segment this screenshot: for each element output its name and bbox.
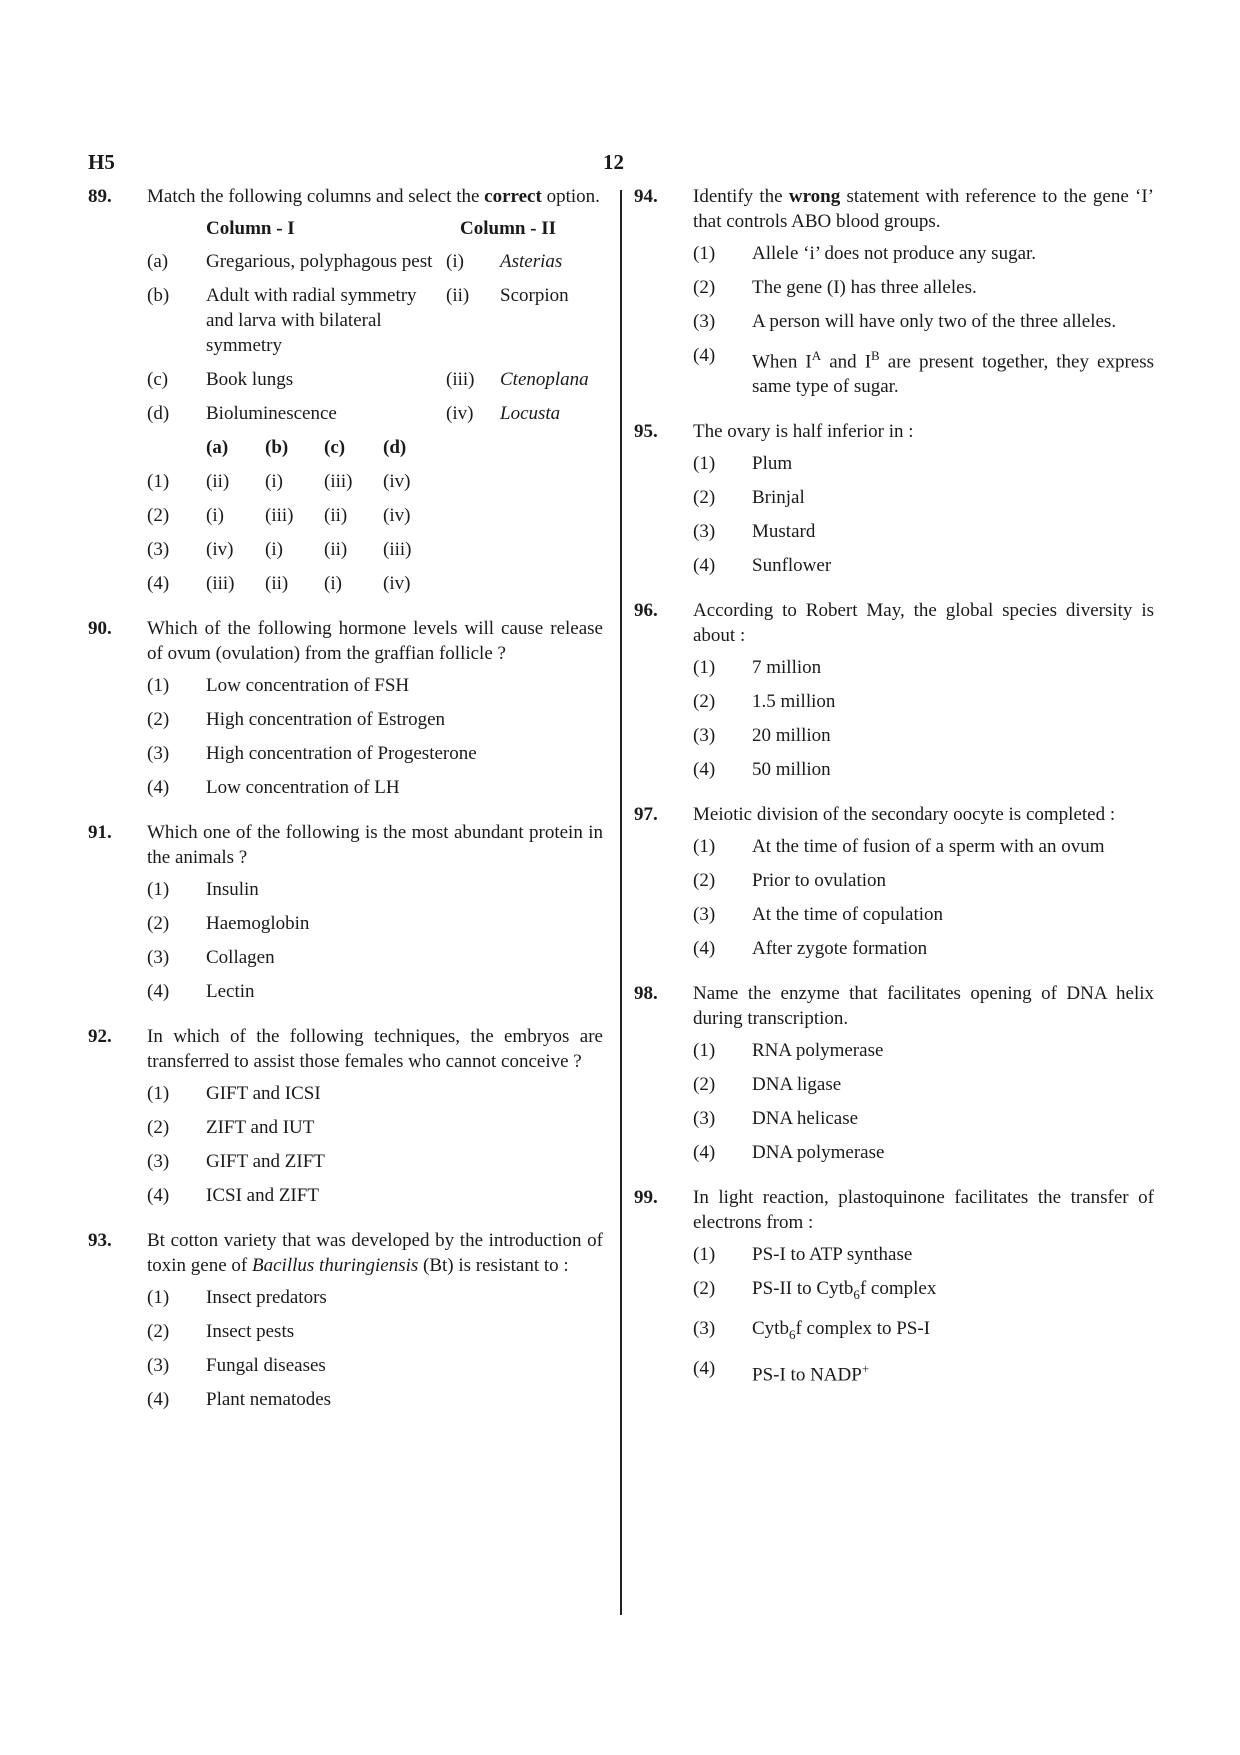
question-stem: Which one of the following is the most abundant protein in the animals ?	[147, 822, 603, 868]
option-1[interactable]: (1) Insect predators	[147, 1287, 327, 1308]
option-4[interactable]: (4) (iii) (ii) (i) (iv)	[147, 573, 411, 594]
question-stem: Identify the wrong statement with reference to the gene ‘I’ that controls ABO blood groups.	[693, 186, 1154, 232]
question-96	[634, 598, 1154, 782]
question-number: 90.	[88, 618, 112, 639]
question-stem: Meiotic division of the secondary oocyte is completed :	[693, 804, 1116, 826]
question-92	[88, 1024, 603, 1208]
option-1[interactable]: (1) (ii) (i) (iii) (iv)	[147, 471, 411, 492]
match-table	[147, 249, 603, 426]
column-2-heading: Column - II	[460, 218, 557, 239]
question-number: 92.	[88, 1026, 112, 1047]
question-90	[88, 616, 603, 800]
option-4[interactable]: (4) Plant nematodes	[147, 1389, 332, 1410]
option-3[interactable]: (3) Fungal diseases	[147, 1355, 326, 1376]
option-1[interactable]: (1) RNA polymerase	[693, 1040, 884, 1062]
option-3[interactable]: (3) Collagen	[147, 947, 275, 968]
option-1[interactable]: (1) PS-I to ATP synthase	[693, 1244, 913, 1266]
option-4[interactable]: (4) 50 million	[693, 759, 831, 781]
option-1[interactable]: (1) Allele ‘i’ does not produce any sugar.	[693, 243, 1037, 264]
option-4[interactable]: (4) DNA polymerase	[693, 1142, 885, 1164]
question-95	[634, 419, 1154, 578]
option-2[interactable]: (2) DNA ligase	[693, 1074, 842, 1096]
option-2[interactable]: (2) Insect pests	[147, 1321, 295, 1342]
option-2[interactable]: (2) High concentration of Estrogen	[147, 709, 446, 730]
option-4[interactable]: (4) After zygote formation	[693, 938, 928, 960]
question-93	[88, 1228, 603, 1412]
option-2[interactable]: (2) The gene (I) has three alleles.	[693, 277, 977, 298]
option-4[interactable]: (4) Lectin	[147, 981, 255, 1002]
question-98	[634, 981, 1154, 1165]
option-1[interactable]: (1) Low concentration of FSH	[147, 675, 410, 696]
column-divider	[620, 190, 622, 1615]
option-3[interactable]: (3) 20 million	[693, 725, 831, 747]
option-3[interactable]: (3) A person will have only two of the three alleles.	[693, 311, 1117, 332]
option-2[interactable]: (2) 1.5 million	[693, 691, 836, 713]
paper-code: H5	[88, 150, 115, 174]
question-99	[634, 1185, 1154, 1387]
option-1[interactable]: (1) 7 million	[693, 657, 822, 679]
option-1[interactable]: (1) GIFT and ICSI	[147, 1083, 321, 1104]
option-2[interactable]: (2) Prior to ovulation	[693, 870, 887, 892]
option-1[interactable]: (1) Plum	[693, 453, 793, 475]
question-number: 95.	[634, 421, 658, 443]
option-1[interactable]: (1) At the time of fusion of a sperm with an ovum	[693, 836, 1105, 858]
option-2[interactable]: (2) Brinjal	[693, 487, 805, 509]
question-number: 91.	[88, 822, 112, 843]
option-2[interactable]: (2) Haemoglobin	[147, 913, 310, 934]
question-91	[88, 820, 603, 1004]
option-2[interactable]: (2) (i) (iii) (ii) (iv)	[147, 505, 411, 526]
question-number: 89.	[88, 186, 112, 207]
page-number: 12	[603, 150, 624, 174]
question-number: 96.	[634, 600, 658, 622]
match-row: (a) Gregarious, polyphagous pest (i) Asterias	[147, 251, 563, 272]
question-number: 94.	[634, 186, 658, 207]
option-3[interactable]: (3) GIFT and ZIFT	[147, 1151, 325, 1172]
option-2[interactable]: (2) ZIFT and IUT	[147, 1117, 315, 1138]
option-3[interactable]: (3) High concentration of Progesterone	[147, 743, 477, 764]
question-89	[88, 184, 603, 596]
question-stem: Bt cotton variety that was developed by the introduction of toxin gene of Bacillus thuringiensis (Bt) is resistant to :	[147, 1230, 603, 1276]
question-stem: The ovary is half inferior in :	[693, 421, 914, 443]
option-1[interactable]: (1) Insulin	[147, 879, 259, 900]
option-3[interactable]: (3) (iv) (i) (ii) (iii)	[147, 539, 412, 560]
left-column	[88, 184, 603, 1432]
question-stem: Name the enzyme that facilitates opening of DNA helix during transcription.	[693, 983, 1154, 1030]
question-number: 97.	[634, 804, 658, 826]
question-stem: In which of the following techniques, the embryos are transferred to assist those females who cannot conceive ?	[147, 1026, 603, 1072]
question-94	[634, 184, 1154, 399]
question-stem: Which of the following hormone levels will cause release of ovum (ovulation) from the graffian follicle ?	[147, 618, 603, 664]
question-stem: According to Robert May, the global species diversity is about :	[693, 600, 1154, 647]
option-4[interactable]: (4) Sunflower	[693, 555, 832, 577]
right-column	[634, 184, 1154, 1407]
option-3[interactable]: (3) Mustard	[693, 521, 816, 543]
match-row: (c) Book lungs (iii) Ctenoplana	[147, 369, 589, 390]
question-number: 99.	[634, 1187, 658, 1209]
question-number: 93.	[88, 1230, 112, 1251]
option-3[interactable]: (3) DNA helicase	[693, 1108, 859, 1130]
option-4[interactable]: (4) PS-I to NADP+	[693, 1357, 870, 1386]
option-4[interactable]: (4) ICSI and ZIFT	[147, 1185, 319, 1206]
option-4[interactable]: (4) Low concentration of LH	[147, 777, 400, 798]
question-number: 98.	[634, 983, 658, 1005]
question-stem: In light reaction, plastoquinone facilitates the transfer of electrons from :	[693, 1187, 1154, 1234]
option-2[interactable]: (2) PS-II to Cytb$_6$f complex	[693, 1278, 937, 1303]
question-stem: Match the following columns and select the correct option.	[147, 186, 600, 207]
match-row: (d) Bioluminescence (iv) Locusta	[147, 403, 561, 424]
answer-header: (a) (b) (c) (d)	[206, 437, 407, 458]
question-97	[634, 802, 1154, 961]
match-row: (b) Adult with radial symmetry and larva with bilateral symmetry (ii) Scorpion	[147, 285, 569, 356]
option-3[interactable]: (3) At the time of copulation	[693, 904, 944, 926]
column-1-heading: Column - I	[206, 218, 295, 239]
option-4[interactable]: (4) When $I^A$ and $I^B$ are present together, they express same type of sugar.	[693, 345, 1155, 398]
option-3[interactable]: (3) Cytb$_6$f complex to PS-I	[693, 1318, 931, 1342]
match-header	[147, 216, 603, 241]
